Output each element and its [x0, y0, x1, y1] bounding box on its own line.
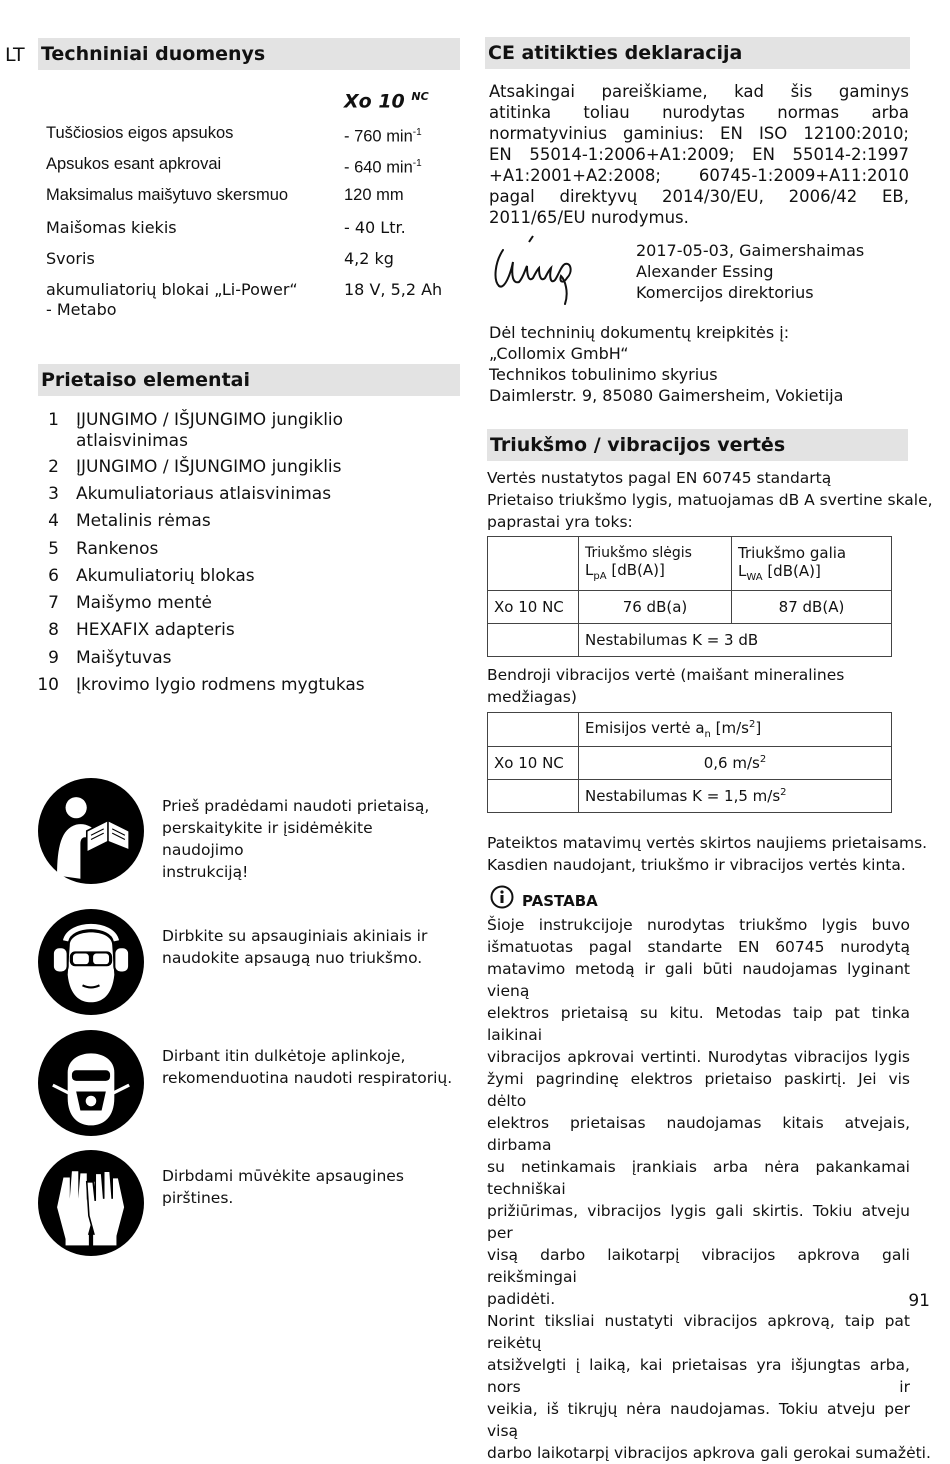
- emission-unit: [m/s: [715, 719, 749, 737]
- spec-value-sup: -1: [412, 127, 422, 138]
- emission-value: [579, 747, 892, 780]
- note-line: Šioje instrukcijoje nurodytas triukšmo lygis buvo: [487, 916, 910, 934]
- spec-value-text: - 760 min: [344, 127, 413, 146]
- note-title: PASTABA: [522, 892, 598, 910]
- note-line: žymi pagrindinę elektros prietaiso paskirtį. Jei vis dėlto: [487, 1070, 910, 1110]
- note-line: išmatuotas pagal standarte EN 60745 nurodytą: [487, 938, 910, 956]
- sound-power-title: Triukšmo galia: [738, 544, 847, 562]
- spec-label: Maišomas kiekis: [46, 218, 177, 237]
- vibration-intro-line: Bendroji vibracijos vertė (maišant mineralines: [487, 666, 845, 684]
- note-line: padidėti.: [487, 1290, 556, 1308]
- noise-table: [487, 536, 892, 657]
- model-cell: Xo 10 NC: [488, 747, 579, 780]
- noise-intro: [487, 467, 933, 533]
- emission-unit-sup: 2: [748, 719, 756, 730]
- signature-image: [489, 232, 584, 312]
- model-label: Xo 10: [344, 90, 405, 113]
- vibration-intro: [487, 664, 907, 708]
- empty-cell: [488, 624, 579, 657]
- item-text: Maišytuvas: [76, 648, 172, 668]
- sound-pressure-title: Triukšmo slėgis: [585, 545, 692, 561]
- safety-text: [162, 925, 457, 969]
- spec-label: Svoris: [46, 249, 95, 268]
- emission-unit-close: ]: [755, 719, 762, 737]
- measurement-line: Kasdien naudojant, triukšmo ir vibracijos vertės kinta.: [487, 856, 906, 874]
- spec-label-line: - Metabo: [46, 300, 117, 319]
- note-line: atsižvelgti į laiką, kai prietaisas yra išjungtas arba, nors ir: [487, 1356, 910, 1396]
- safety-text-line: Prieš pradėdami naudoti prietaisą,: [162, 797, 430, 815]
- spec-label: Maksimalus maišytuvo skersmuo: [46, 186, 289, 204]
- note-line: matavimo metodą ir gali būti naudojamas lyginant vieną: [487, 960, 910, 1000]
- spec-value: [344, 123, 422, 147]
- item-text: Akumuliatorių blokas: [76, 566, 255, 586]
- goggles-ear-protection-icon: [38, 909, 144, 1015]
- measurement-line: Pateiktos matavimų vertės skirtos naujiems prietaisams.: [487, 834, 928, 852]
- sound-power-value: 87 dB(A): [732, 591, 892, 624]
- noise-heading: Triukšmo / vibracijos vertės: [487, 429, 908, 461]
- measurement-note: [487, 832, 928, 876]
- unit-subscript: WA: [746, 572, 763, 583]
- respirator-icon: [38, 1030, 144, 1136]
- vibration-table: [487, 712, 892, 813]
- item-number: 7: [48, 593, 59, 613]
- spec-value: 18 V, 5,2 Ah: [344, 280, 443, 299]
- item-text: Maišymo mentė: [76, 593, 213, 613]
- spec-label: [46, 280, 336, 320]
- ce-body-line: normatyvinius gaminius: EN ISO 12100:2010;: [489, 124, 909, 143]
- elements-heading: Prietaiso elementai: [38, 364, 460, 396]
- item-text: HEXAFIX adapteris: [76, 620, 235, 640]
- ce-heading: CE atitikties deklaracija: [485, 37, 910, 69]
- noise-intro-line: Prietaiso triukšmo lygis, matuojamas dB A svertine skale,: [487, 491, 933, 509]
- spec-value: - 40 Ltr.: [344, 218, 406, 237]
- item-text-line: ĮJUNGIMO / IŠJUNGIMO jungiklio: [76, 410, 344, 430]
- safety-text-line: perskaitykite ir įsidėmėkite naudojimo: [162, 819, 373, 859]
- item-text: Rankenos: [76, 539, 159, 559]
- safety-text: [162, 795, 457, 883]
- sign-title: Komercijos direktorius: [636, 283, 814, 302]
- model-name: [344, 90, 429, 112]
- unit-symbol: L: [738, 562, 747, 580]
- item-text: Akumuliatoriaus atlaisvinimas: [76, 484, 332, 504]
- noise-intro-line: paprastai yra toks:: [487, 513, 633, 531]
- emission-header: [579, 713, 892, 747]
- vibration-uncertainty-sup: 2: [780, 787, 787, 798]
- safety-text-line: Dirbant itin dulkėtoje aplinkoje,: [162, 1047, 406, 1065]
- spec-label-line: akumuliatorių blokai „Li-Power“: [46, 280, 298, 299]
- empty-cell: [488, 780, 579, 813]
- gloves-icon: [38, 1150, 144, 1256]
- sound-pressure-value: 76 dB(a): [579, 591, 732, 624]
- safety-text-line: rekomenduotina naudoti respiratorių.: [162, 1069, 453, 1087]
- unit-subscript: pA: [593, 571, 607, 582]
- item-text: Metalinis rėmas: [76, 511, 211, 531]
- noise-intro-line: Vertės nustatytos pagal EN 60745 standartą: [487, 469, 832, 487]
- read-manual-icon: [38, 778, 144, 884]
- contact-line: Daimlerstr. 9, 85080 Gaimersheim, Vokietija: [489, 386, 844, 405]
- safety-text-line: instrukciją!: [162, 863, 249, 881]
- ce-body-line: Atsakingai pareiškiame, kad šis gaminys: [489, 82, 909, 101]
- empty-cell: [488, 713, 579, 747]
- vibration-intro-line: medžiagas): [487, 688, 577, 706]
- item-text: Įkrovimo lygio rodmens mygtukas: [76, 675, 365, 695]
- item-number: 10: [37, 675, 59, 695]
- ce-body-line: pagal direktyvų 2014/30/EU, 2006/42 EB,: [489, 187, 909, 206]
- contact-line: „Collomix GmbH“: [489, 344, 629, 363]
- spec-label: Tuščiosios eigos apsukos: [46, 124, 234, 142]
- emission-value-sup: 2: [759, 754, 767, 765]
- safety-text-line: Dirbdami mūvėkite apsaugines: [162, 1167, 404, 1185]
- ce-body-line: atitinka toliau nurodytas normas arba: [489, 103, 909, 122]
- contact-line: Technikos tobulinimo skyrius: [489, 365, 718, 384]
- note-line: veikia, iš tikrųjų nėra naudojamas. Tokiu atveju per visą: [487, 1400, 910, 1440]
- unit-symbol: L: [585, 561, 594, 579]
- tech-data-heading: Techniniai duomenys: [38, 38, 460, 70]
- language-code: LT: [5, 44, 25, 66]
- model-cell: Xo 10 NC: [488, 591, 579, 624]
- item-number: 2: [48, 457, 59, 477]
- ce-body-line: 2011/65/EU nurodymus.: [489, 208, 689, 227]
- vibration-uncertainty: [579, 780, 892, 813]
- emission-title: Emisijos vertė a: [585, 719, 705, 737]
- note-line: prižiūrimas, vibracijos lygis gali skirtis. Tokiu atveju per: [487, 1202, 910, 1242]
- item-text: [76, 410, 456, 452]
- ce-body-line: +A1:2001+A2:2008; 60745-1:2009+A11:2010: [489, 166, 909, 185]
- safety-text-line: naudokite apsaugą nuo triukšmo.: [162, 949, 423, 967]
- contact-line: Dėl techninių dokumentų kreipkitės į:: [489, 323, 790, 342]
- note-line: visą darbo laikotarpį vibracijos apkrova gali reikšmingai: [487, 1246, 910, 1286]
- item-number: 3: [48, 484, 59, 504]
- safety-text-line: pirštines.: [162, 1189, 234, 1207]
- sound-pressure-header: [579, 537, 732, 591]
- safety-text-line: Dirbkite su apsauginiais akiniais ir: [162, 927, 428, 945]
- ce-body: [489, 81, 909, 228]
- item-number: 9: [48, 648, 59, 668]
- sign-name: Alexander Essing: [636, 262, 774, 281]
- emission-value-text: 0,6 m/s: [703, 754, 760, 772]
- item-number: 1: [48, 410, 59, 430]
- safety-text: [162, 1045, 457, 1089]
- item-number: 5: [48, 539, 59, 559]
- spec-value: 120 mm: [344, 186, 404, 204]
- note-line: darbo laikotarpį vibracijos apkrova gali gerokai sumažėti.: [487, 1444, 931, 1462]
- unit-text: [dB(A)]: [611, 561, 665, 579]
- item-text: ĮJUNGIMO / IŠJUNGIMO jungiklis: [76, 457, 342, 477]
- item-number: 4: [48, 511, 59, 531]
- info-icon: [490, 885, 514, 909]
- tech-docs-contact: [489, 322, 843, 406]
- spec-value: [344, 154, 422, 178]
- safety-text: [162, 1165, 457, 1209]
- empty-cell: [488, 537, 579, 591]
- note-line: vibracijos apkrovai vertinti. Nurodytas vibracijos lygis: [487, 1048, 910, 1066]
- spec-value-text: - 640 min: [344, 158, 413, 177]
- spec-value-sup: -1: [412, 158, 422, 169]
- vibration-uncertainty-text: Nestabilumas K = 1,5 m/s: [585, 787, 781, 805]
- note-line: Norint tiksliai nustatyti vibracijos apkrovą, taip pat reikėtų: [487, 1312, 910, 1352]
- ce-body-line: EN 55014-1:2006+A1:2009; EN 55014-2:1997: [489, 145, 909, 164]
- item-number: 6: [48, 566, 59, 586]
- spec-value: 4,2 kg: [344, 249, 394, 268]
- model-suffix: NC: [411, 90, 429, 103]
- note-line: elektros prietaisas naudojamas kitais atvejais, dirbama: [487, 1114, 910, 1154]
- spec-label: Apsukos esant apkrovai: [46, 155, 222, 173]
- item-text-line: atlaisvinimas: [76, 431, 188, 451]
- note-line: elektros prietaisą su kitu. Metodas taip pat tinka laikinai: [487, 1004, 910, 1044]
- sound-power-header: [732, 537, 892, 591]
- emission-subscript: n: [704, 729, 711, 740]
- item-number: 8: [48, 620, 59, 640]
- sign-date-place: 2017-05-03, Gaimershaimas: [636, 241, 865, 260]
- note-line: su netinkamais įrankiais arba nėra pakankamai techniškai: [487, 1158, 910, 1198]
- signature-block: [636, 240, 864, 303]
- page-number: 91: [908, 1291, 930, 1311]
- noise-uncertainty: Nestabilumas K = 3 dB: [579, 624, 892, 657]
- unit-text: [dB(A)]: [767, 562, 821, 580]
